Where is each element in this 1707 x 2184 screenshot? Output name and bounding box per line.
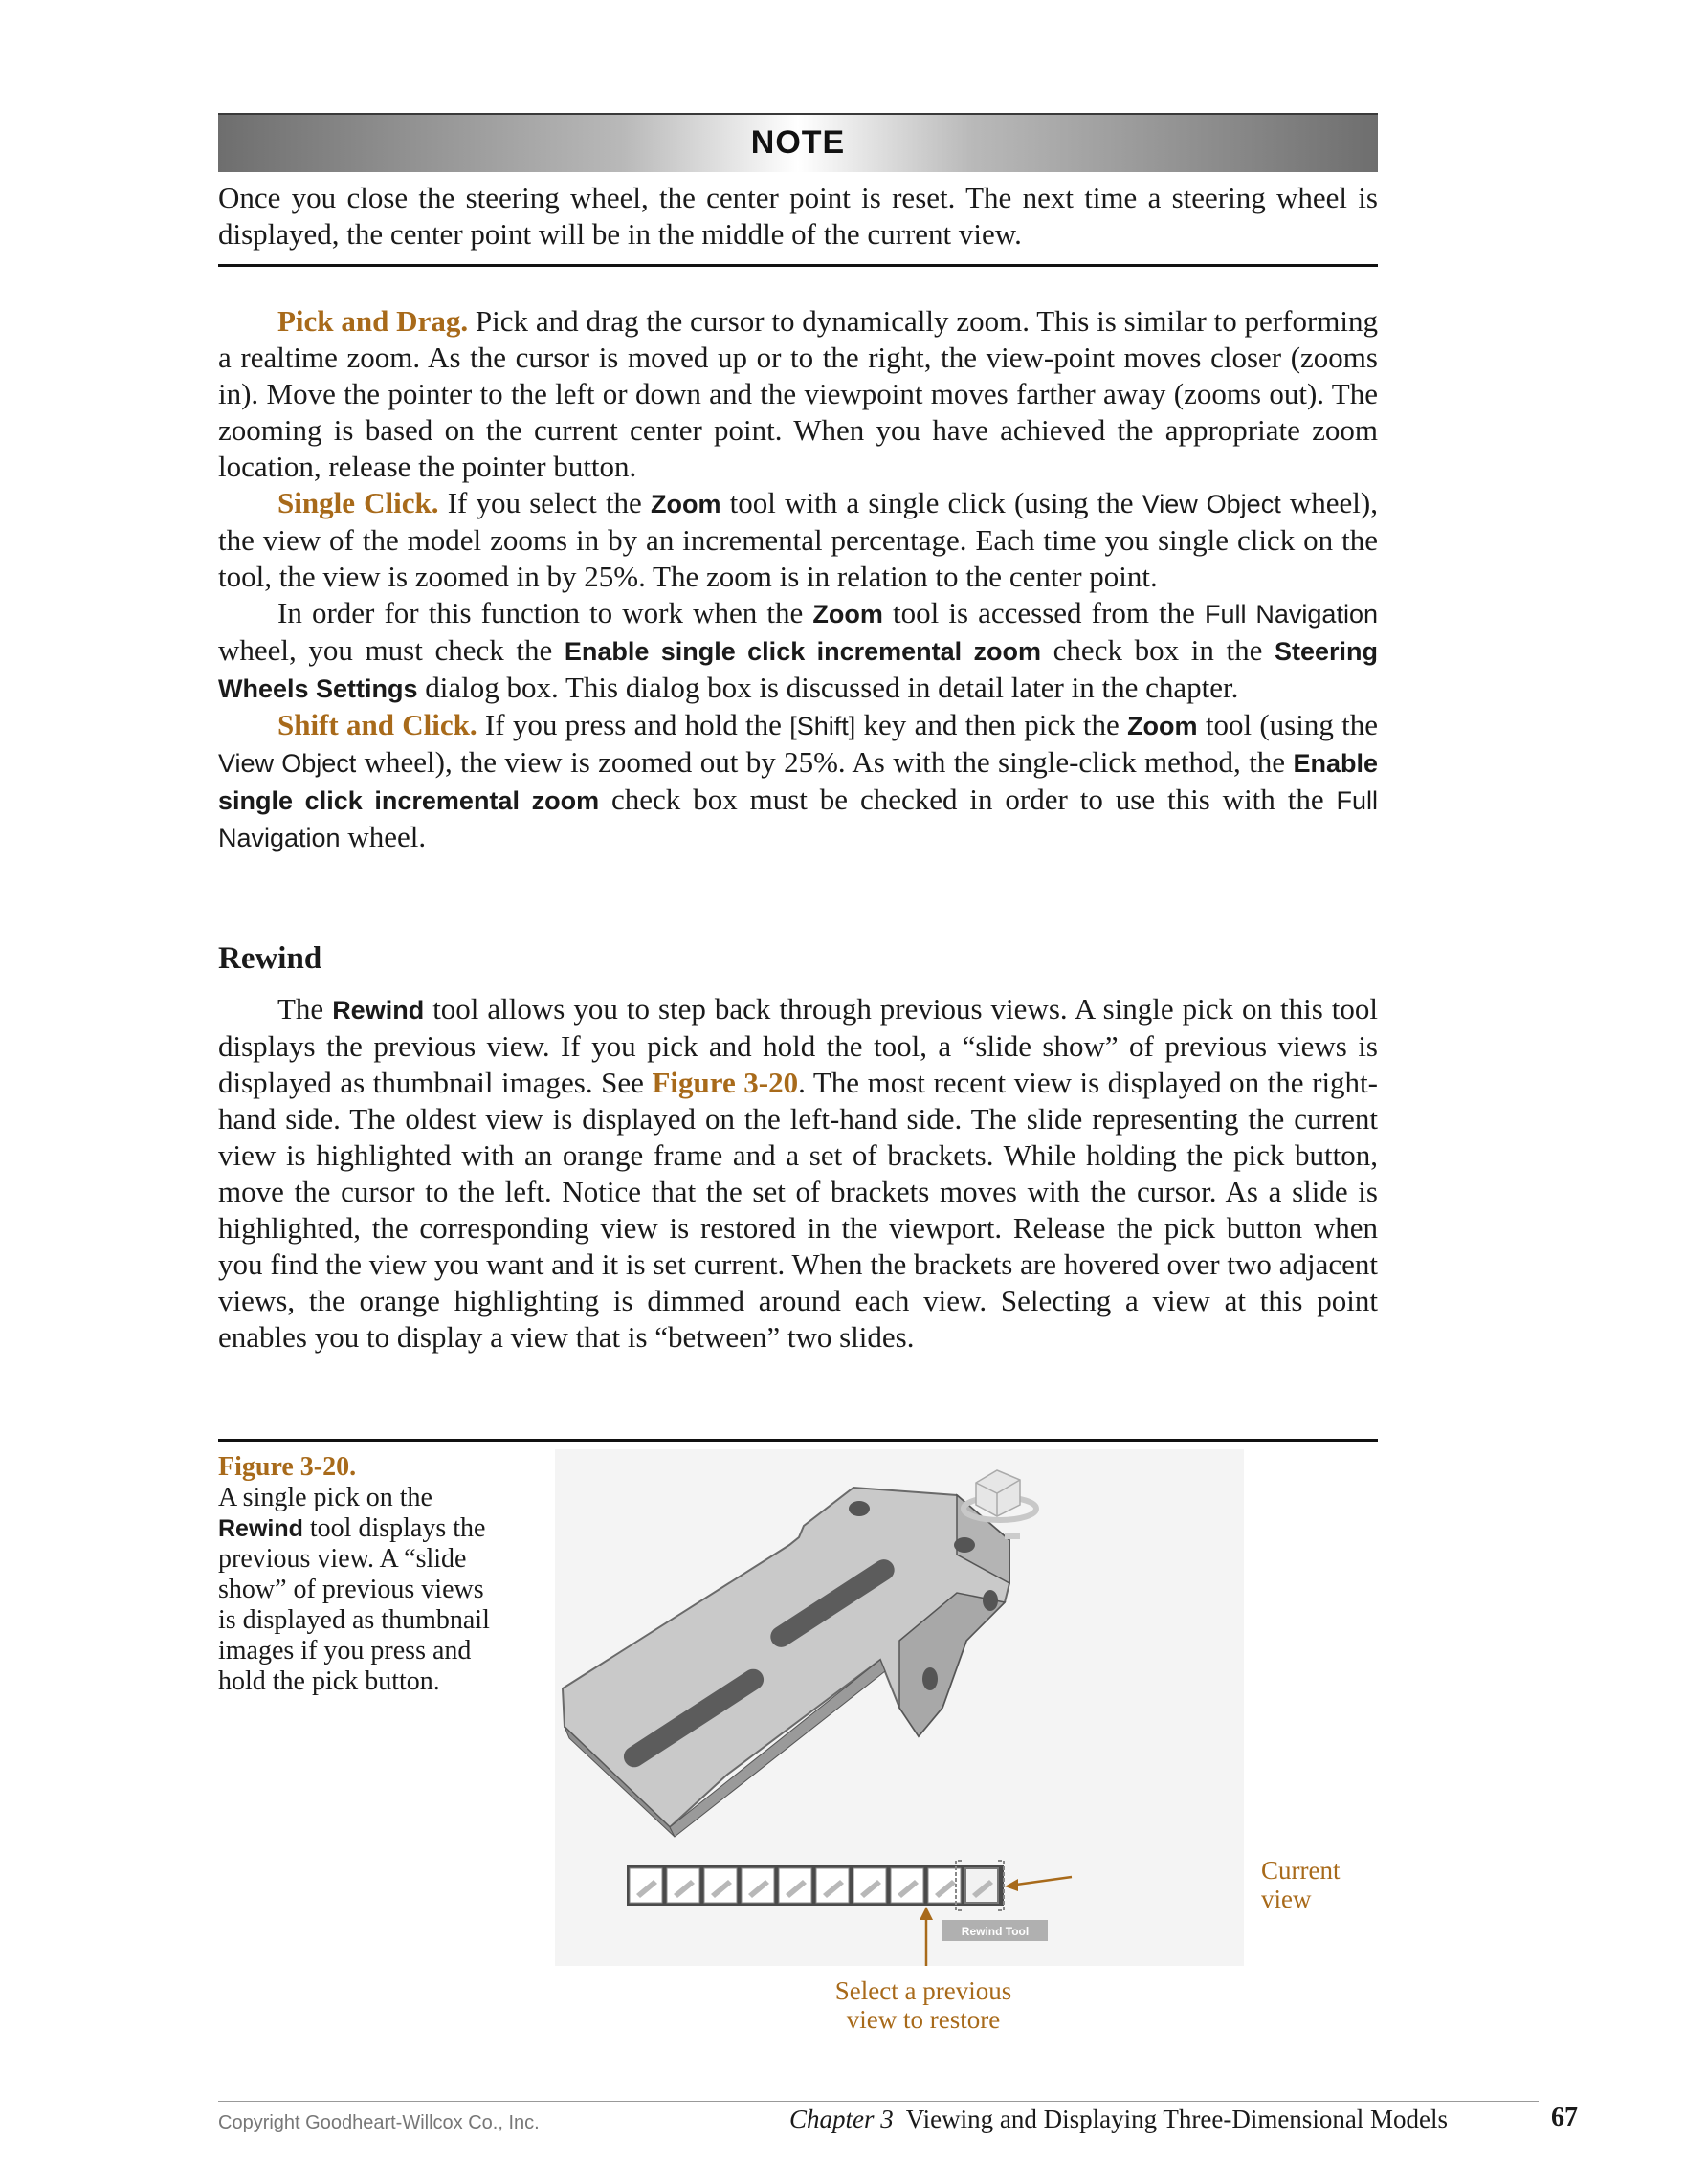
- enable-zoom-option-ref: Enable single click incremental zoom: [564, 637, 1042, 666]
- full-navigation-ref: Full Navigation: [1205, 600, 1378, 629]
- rewind-heading: Rewind: [218, 941, 322, 976]
- callout-select-previous: [804, 1976, 1043, 2034]
- footer-chapter: [789, 2105, 1448, 2134]
- previous-view-thumbnail[interactable]: [667, 1868, 699, 1903]
- note-header: [218, 113, 1378, 172]
- text-run: key and then pick the: [855, 708, 1128, 741]
- rewind-tool-ref: Rewind: [218, 1515, 303, 1542]
- text-run: If you press and hold the: [477, 708, 790, 741]
- note-text: Once you close the steering wheel, the center point is reset. The next time a steering wheel is displayed, the center point will be in the middle of the current view.: [218, 181, 1378, 251]
- text-run: wheel, you must check the: [218, 633, 565, 667]
- zoom-tool-ref: Zoom: [812, 600, 883, 629]
- page-number: 67: [1551, 2103, 1578, 2132]
- footer-rule: [218, 2101, 1539, 2102]
- enable-zoom-option-ref: Enable single click incremental zoom: [218, 749, 1378, 815]
- callout-select-line1: Select a previous: [834, 1976, 1012, 2005]
- text-run: . The most recent view is displayed on the right-hand side. The oldest view is displayed on the left-hand side. The slide representing the current view is highlighted with an orange frame and a set of brackets. While holding the pick button, move the cursor to the left. Notice that the set of brackets moves with the cursor. As a slide is highlighted, the corresponding view is restored in the viewport. Release the pick button when you find the view you want and it is set current. When the brackets are hovered over two adjacent views, the orange highlighting is dimmed around each view. Selecting a view at this point enables you to display a view that is “between” two slides.: [218, 1066, 1378, 1354]
- view-object-ref: View Object: [1142, 490, 1281, 518]
- zoom-tool-ref: Zoom: [651, 490, 721, 518]
- steering-settings-ref: Steering Wheels Settings: [218, 637, 1378, 703]
- single-click-label: Single Click.: [277, 486, 439, 519]
- pick-drag-text: Pick and drag the cursor to dynamically zoom. This is similar to performing a realtime zoom. As the cursor is moved up or to the right, the view-point moves closer (zooms in). Move the pointer to the left or down and the viewpoint moves farther away (zooms out). The zooming is based on the current center point. When you have achieved the appropriate zoom location, release the pointer button.: [218, 304, 1379, 483]
- previous-view-thumbnail[interactable]: [816, 1868, 849, 1903]
- note-bottom-rule: [218, 264, 1378, 267]
- view-object-ref: View Object: [218, 749, 357, 778]
- pick-drag-label: Pick and Drag.: [277, 304, 469, 338]
- footer-chapter-title: Viewing and Displaying Three-Dimensional Models: [893, 2105, 1449, 2133]
- text-run: check box in the: [1041, 633, 1275, 667]
- order-paragraph: [218, 595, 1378, 707]
- text-run: tool is accessed from the: [882, 596, 1206, 629]
- rewind-tool-ref: Rewind: [332, 996, 425, 1025]
- main-body: [218, 303, 1378, 856]
- current-view-thumbnail[interactable]: [965, 1868, 998, 1903]
- figure-label: Figure 3-20.: [218, 1452, 357, 1482]
- text-run: The: [277, 992, 333, 1026]
- callout-current-line2: view: [1261, 1885, 1312, 1913]
- rewind-filmstrip[interactable]: [627, 1865, 1004, 1906]
- text-run: In order for this function to work when the: [277, 596, 813, 629]
- previous-view-thumbnail[interactable]: [779, 1868, 811, 1903]
- figure-top-rule: [218, 1439, 1378, 1442]
- footer-copyright: Copyright Goodheart-Willcox Co., Inc.: [218, 2112, 540, 2133]
- text-run: wheel), the view of the model zooms in by an incremental percentage. Each time you single click on the tool, the view is zoomed in by 25%. The zoom is in relation to the center point.: [218, 486, 1378, 593]
- text-run: check box must be checked in order to use this with the: [599, 783, 1337, 816]
- previous-view-thumbnail[interactable]: [742, 1868, 774, 1903]
- figure-reference-link[interactable]: Figure 3-20: [652, 1066, 799, 1099]
- shift-key-ref: [Shift]: [789, 712, 856, 740]
- callout-current-line1: Current: [1261, 1856, 1341, 1885]
- text-run: If you select the: [438, 486, 651, 519]
- footer-chapter-label: Chapter 3: [789, 2105, 894, 2133]
- previous-view-thumbnail[interactable]: [854, 1868, 886, 1903]
- callout-select-line2: view to restore: [846, 2005, 1001, 2034]
- callout-current-view: [1261, 1856, 1340, 1913]
- full-navigation-ref: Full Navigation: [218, 786, 1378, 852]
- text-run: tool allows you to step back through previous views. A single pick on this tool displays the previous view. If you pick and hold the tool, a “slide show” of previous views is displayed as thumbnail images. See: [218, 992, 1378, 1099]
- rewind-body: [218, 991, 1378, 1356]
- note-title: NOTE: [750, 124, 846, 161]
- text-run: A single pick on the: [218, 1483, 432, 1512]
- previous-view-thumbnail[interactable]: [630, 1868, 662, 1903]
- previous-view-thumbnail[interactable]: [704, 1868, 737, 1903]
- text-run: wheel.: [340, 820, 427, 853]
- figure-caption: [218, 1452, 496, 1697]
- pick-drag-paragraph: [218, 303, 1378, 485]
- figure-illustration: [555, 1449, 1244, 1966]
- zoom-tool-ref: Zoom: [1127, 712, 1198, 740]
- text-run: tool (using the: [1197, 708, 1378, 741]
- single-click-paragraph: [218, 485, 1378, 595]
- text-run: wheel), the view is zoomed out by 25%. As with the single-click method, the: [356, 745, 1294, 779]
- shift-click-label: Shift and Click.: [277, 708, 477, 741]
- text-run: tool with a single click (using the: [720, 486, 1142, 519]
- previous-view-thumbnail[interactable]: [891, 1868, 923, 1903]
- rewind-tool-label: Rewind Tool: [961, 1925, 1030, 1938]
- rewind-paragraph: [218, 991, 1378, 1356]
- text-run: tool displays the previous view. A “slide show” of previous views is displayed as thumbnail images if you press and hold the pick button.: [218, 1513, 490, 1696]
- text-run: dialog box. This dialog box is discussed in detail later in the chapter.: [417, 671, 1239, 704]
- shift-click-paragraph: [218, 707, 1378, 856]
